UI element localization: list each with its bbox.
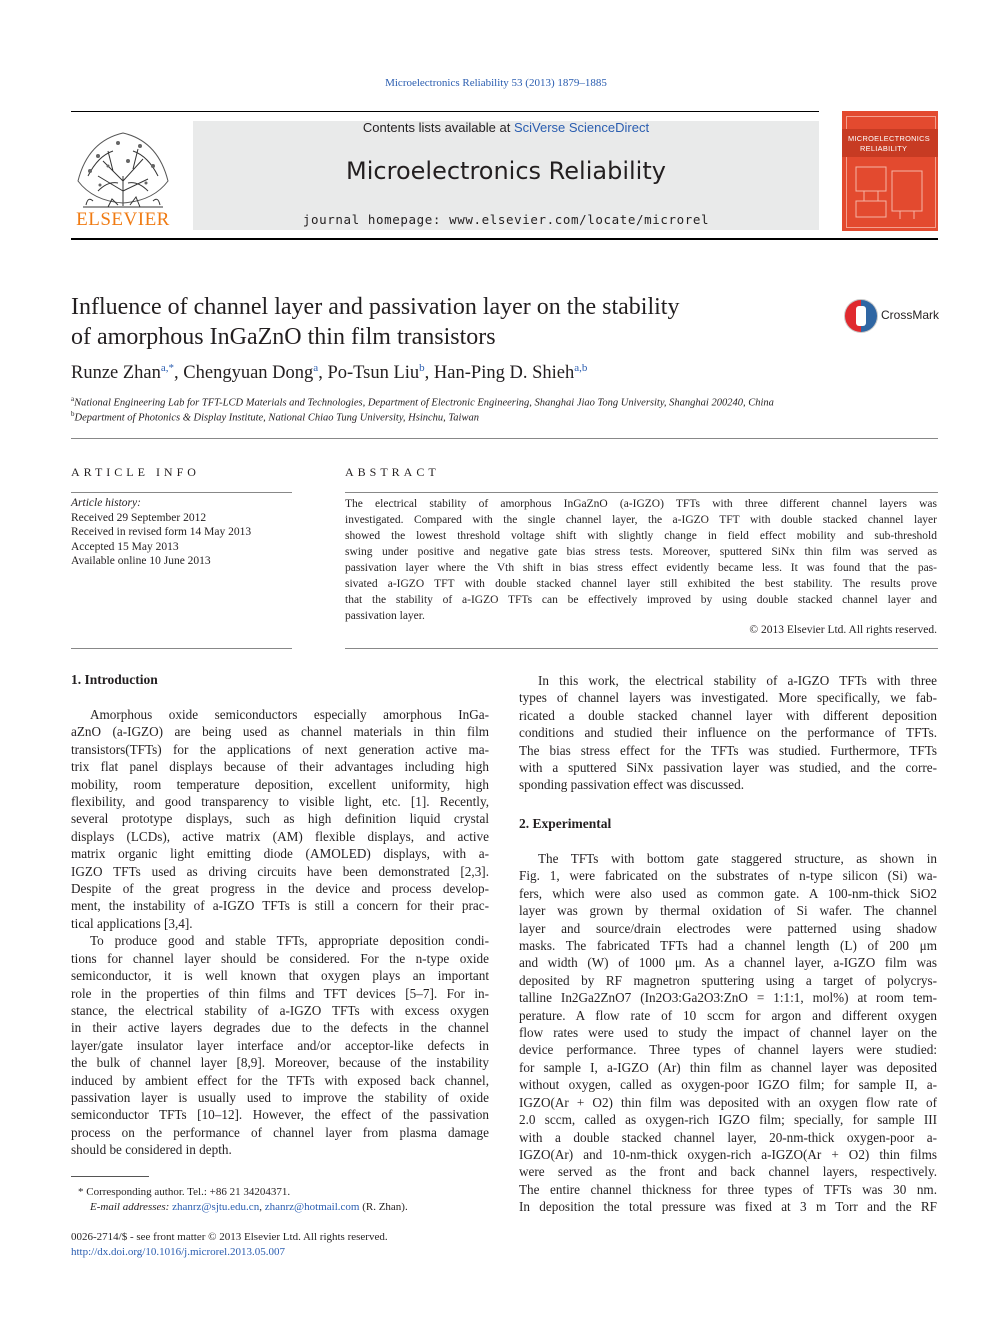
journal-title: Microelectronics Reliability [346, 157, 666, 185]
right-intro-body [519, 672, 937, 794]
experimental-body [519, 850, 937, 1216]
author-affil-mark[interactable]: a [313, 362, 319, 374]
text-line: masks. The fabricated TFTs had a channel length (L) of 200 μm [519, 938, 937, 954]
author-name: Runze Zhan [71, 363, 161, 384]
contents-prefix: Contents lists available at [362, 120, 514, 135]
paper-title [71, 292, 791, 352]
abstract-line: that the stability of a-IGZO TFTs can be effectively improved by using double stacked channel layer and [345, 594, 937, 606]
text-line: Despite of the great progress in the device and process develop- [71, 881, 489, 897]
text-line: IGZO(Ar + O2) thin film was deposited with an oxygen flow rate of [519, 1094, 937, 1110]
text-line: several prototype displays, such as high definition liquid crystal [71, 811, 489, 827]
text-line: ment, the instability of a-IGZO TFTs is still a concern for their prac- [71, 898, 489, 914]
text-line: and width (W) of 1000 μm. As a channel layer, a-IGZO film was [519, 955, 937, 971]
text-line: tions for channel layer should be considered. For the n-type oxide [71, 950, 489, 966]
abstract-body [345, 496, 937, 624]
text-line: talline In2Ga2ZnO7 (In2O3:Ga2O3:ZnO = 1:1:1, mol%) at room tem- [519, 990, 937, 1006]
text-line: The bias stress effect for the TFTs was studied. Furthermore, TFTs [519, 742, 937, 758]
intro-body [71, 706, 489, 1159]
abstract-line: The electrical stability of amorphous InGaZnO (a-IGZO) TFTs with three different channel layers was [345, 498, 937, 510]
text-line: in their active layers degrades due to the defects in the channel [71, 1020, 489, 1036]
article-history [71, 496, 251, 569]
title-line-2: of amorphous InGaZnO thin film transistors [71, 324, 496, 350]
article-info-bottom-rule [71, 648, 292, 649]
experimental-heading: 2. Experimental [519, 816, 612, 831]
copyright-notice: © 2013 Elsevier Ltd. All rights reserved. [749, 624, 937, 636]
text-line: layer/gate insulator layer interface and/or acceptor-like defects in [71, 1037, 489, 1053]
journal-citation[interactable]: Microelectronics Reliability 53 (2013) 1879–1885 [385, 77, 607, 89]
text-line: the bulk of channel layer [8,9]. Moreover, because of the instability [71, 1055, 489, 1071]
issn-line: 0026-2714/$ - see front matter © 2013 Elsevier Ltd. All rights reserved. [71, 1231, 388, 1243]
history-received: Received 29 September 2012 [71, 511, 207, 524]
text-line: IGZO(Ar) and 10-nm-thick oxygen-rich a-IGZO(Ar + O2) thin films [519, 1146, 937, 1162]
header-bottom-rule [71, 238, 938, 240]
text-line: role in the properties of thin films and TFT devices [5–7]. For in- [71, 985, 489, 1001]
text-line: The TFTs with bottom gate staggered structure, as shown in [538, 851, 937, 866]
text-line: sponding passivation effect was discussed. [519, 777, 745, 793]
footnote-rule [71, 1176, 149, 1177]
author-name: Po-Tsun Liu [327, 363, 420, 384]
text-line: should be considered in depth. [71, 1142, 232, 1158]
history-online: Available online 10 June 2013 [71, 555, 211, 567]
cover-title-line2: RELIABILITY [860, 144, 908, 153]
text-line: device performance. Three types of channel layers were studied: [519, 1042, 937, 1058]
author-name: Chengyuan Dong [183, 363, 314, 384]
article-info-heading: ARTICLE INFO [71, 465, 200, 479]
text-line: semiconductor, it is well known that oxygen plays an important [71, 968, 489, 984]
text-line: ricated a double stacked channel layer with different deposition [519, 707, 937, 723]
affiliation-rule [71, 438, 938, 439]
text-line: matrix organic light emitting diode (AMOLED) displays, with a- [71, 846, 489, 862]
text-line: with a double stacked channel layer, 20-nm-thick oxygen-poor a- [519, 1129, 937, 1145]
corresponding-author-note: * Corresponding author. Tel.: +86 21 34204371. [78, 1186, 291, 1198]
abstract-line: swing under positive and negative gate bias stress tests. Moreover, sputtered SiNx thin film was served as [345, 546, 937, 558]
email-link-1[interactable]: zhanrz@sjtu.edu.cn [172, 1201, 260, 1213]
text-line: IGZO TFTs used as driving circuits have been demonstrated [2,3]. [71, 863, 489, 879]
elsevier-wordmark: ELSEVIER [76, 209, 170, 230]
abstract-line: investigated. Compared with the single channel layer, the a-IGZO TFT with double stacked channel layer [345, 514, 937, 526]
text-line: Fig. 1, were fabricated on the substrates of n-type silicon (Si) wa- [519, 868, 937, 884]
affiliation-mark: a [71, 395, 75, 403]
email-label: E-mail addresses: [90, 1201, 173, 1213]
abstract-rule [345, 492, 938, 493]
abstract-line: sivated a-IGZO TFT with double stacked channel layer still exhibited the best stability. The results prove [345, 578, 937, 590]
abstract-line: passivation layer where the Vth shift in bias stress effect evidently became less. It was found that the pas- [345, 562, 937, 574]
doi-link[interactable]: http://dx.doi.org/10.1016/j.microrel.2013.05.007 [71, 1246, 285, 1258]
crossmark-label: CrossMark [881, 308, 940, 322]
sciencedirect-link[interactable]: SciVerse ScienceDirect [513, 120, 650, 135]
affiliation-a [71, 395, 774, 409]
email-separator: , [259, 1201, 265, 1213]
cover-title-line1: MICROELECTRONICS [848, 134, 930, 143]
text-line: were served as the front and back channel layers, respectively. [519, 1164, 937, 1180]
text-line: layer was grown by thermal oxidation of Si wafer. The channel [519, 903, 937, 919]
text-line: In this work, the electrical stability of a-IGZO TFTs with three [538, 673, 937, 688]
text-line: Amorphous oxide semiconductors especially amorphous InGa- [90, 707, 489, 722]
history-accepted: Accepted 15 May 2013 [71, 540, 179, 553]
text-line: stance, the electrical stability of a-IGZO TFTs with excess oxygen [71, 1002, 489, 1018]
text-line: without oxygen, called as oxygen-poor IGZO film; for sample II, a- [519, 1077, 937, 1093]
text-line: tical applications [3,4]. [71, 915, 193, 931]
contents-line [193, 120, 819, 135]
text-line: In deposition the total pressure was fixed at 3 m Torr and the RF [519, 1199, 937, 1215]
article-info-rule [71, 492, 292, 493]
text-line: process on the performance of channel layer from plasma damage [71, 1124, 489, 1140]
text-line: The entire channel thickness for three types of TFTs was 30 nm. [519, 1181, 937, 1197]
abstract-bottom-rule [345, 648, 938, 649]
history-revised: Received in revised form 14 May 2013 [71, 526, 252, 538]
text-line: fers, which were also used as common gate. A 100-nm-thick SiO2 [519, 885, 937, 901]
email-note [90, 1200, 408, 1215]
text-line: with a sputtered SiNx passivation layer was studied, and the corre- [519, 760, 937, 776]
cover-graphic [850, 161, 930, 223]
author-list: Runze Zhan$^{a,*}$, Chengyuan Dong$^a$, Po-Tsun Liu$^b$, Han-Ping D. Shieh$^{a,b}$ [71, 362, 588, 384]
abstract-line: passivation layer. [345, 610, 425, 622]
text-line: conditions and studied their influence on the performance of TFTs. [519, 725, 937, 741]
text-line: induced by ambient effect for the TFTs with exposed back channel, [71, 1072, 489, 1088]
affiliation-text: Department of Photonics & Display Institute, National Chiao Tung University, Hsinchu, Taiwan [74, 412, 479, 424]
affiliation-text: National Engineering Lab for TFT-LCD Materials and Technologies, Department of Electronic Engineering, Shanghai Jiao Tong University, Shanghai 200240, China [74, 397, 774, 409]
abstract-line: showed the lowest threshold voltage shift with slightly change in field effect mobility and sub-threshold [345, 530, 937, 542]
history-label: Article history: [71, 497, 141, 509]
text-line: trix flat panel displays because of their advantages including high [71, 759, 489, 775]
text-line: flow rates were used to study the impact of channel layer on the [519, 1025, 937, 1041]
header-top-rule [71, 111, 819, 112]
email-suffix: (R. Zhan). [359, 1201, 408, 1213]
abstract-heading: ABSTRACT [345, 465, 440, 479]
text-line: transistors(TFTs) for the applications of next generation active ma- [71, 741, 489, 757]
text-line: 2.0 sccm, called as oxygen-rich IGZO film; specially, for sample III [519, 1112, 937, 1128]
text-line: layer and source/drain electrodes were patterned using shadow [519, 920, 937, 936]
text-line: mobility, room temperature deposition, excellent uniformity, high [71, 776, 489, 792]
crossmark-icon [843, 298, 879, 334]
author-affil-mark[interactable]: b [419, 362, 425, 374]
email-link-2[interactable]: zhanrz@hotmail.com [264, 1201, 360, 1213]
crossmark-badge[interactable] [843, 298, 943, 334]
affiliation-mark: b [71, 410, 75, 418]
text-line: passivation layer is usually used to improve the stability of oxide [71, 1089, 489, 1105]
text-line: aZnO (a-IGZO) are being used as channel materials in thin film [71, 724, 489, 740]
author-affil-mark[interactable]: a,* [160, 362, 175, 374]
journal-header [193, 121, 819, 230]
affiliation-b [71, 410, 479, 424]
text-line: displays (LCDs), active matrix (AM) flexible displays, and active [71, 828, 489, 844]
journal-homepage[interactable]: journal homepage: www.elsevier.com/locate/microrel [302, 212, 710, 227]
text-line: semiconductor TFTs [10–12]. However, the effect of the passivation [71, 1107, 489, 1123]
text-line: To produce good and stable TFTs, appropriate deposition condi- [90, 933, 489, 949]
text-line: for sample I, a-IGZO (Ar) thin film as channel layer was deposited [519, 1059, 937, 1075]
author-name: Han-Ping D. Shieh [433, 363, 575, 384]
text-line: perature. A flow rate of 10 sccm for argon and different oxygen [519, 1007, 937, 1023]
title-line-1: Influence of channel layer and passivation layer on the stability [71, 294, 680, 320]
intro-heading: 1. Introduction [71, 672, 158, 687]
journal-cover[interactable] [842, 111, 938, 231]
text-line: flexibility, and good transparency to visible light, etc. [1]. Recently, [71, 794, 489, 810]
author-affil-mark[interactable]: a,b [574, 362, 588, 374]
text-line: types of channel layers was investigated. More specifically, we fab- [519, 690, 937, 706]
text-line: deposited by RF magnetron sputtering using a target of polycrys- [519, 972, 937, 988]
